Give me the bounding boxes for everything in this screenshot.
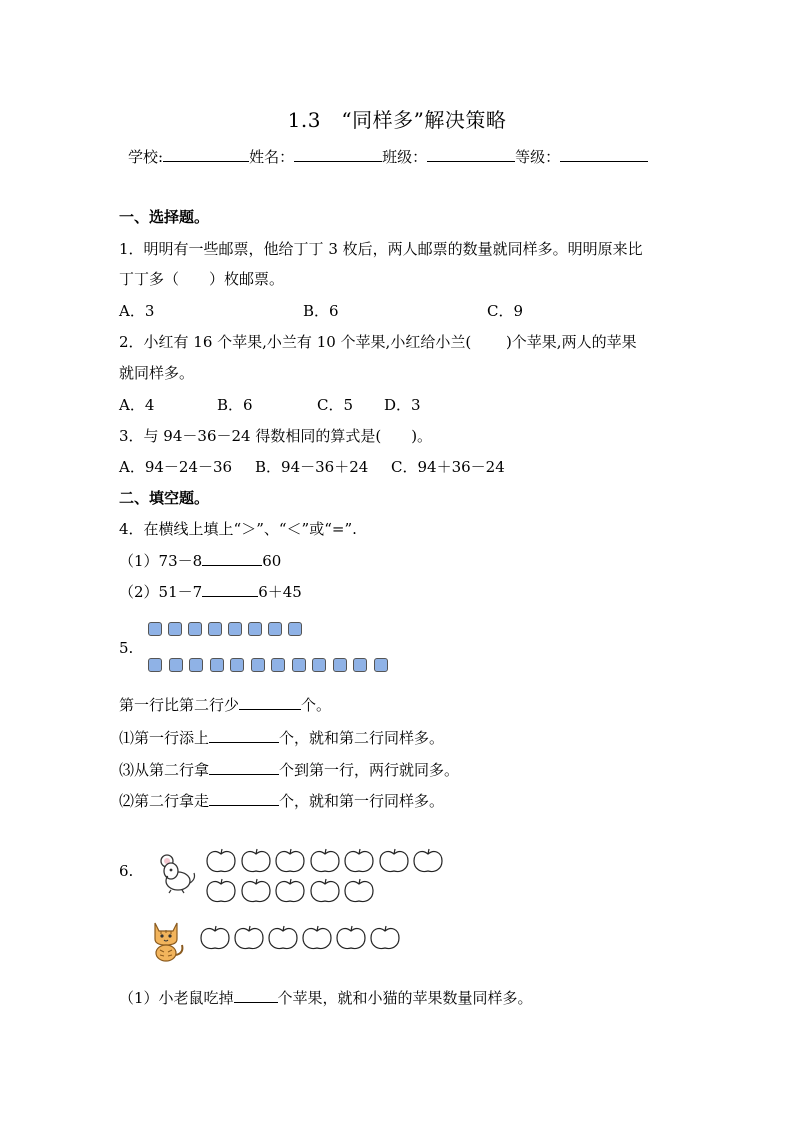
apple-icon bbox=[240, 878, 272, 904]
grade-blank[interactable] bbox=[560, 147, 648, 162]
apple-icon bbox=[274, 878, 306, 904]
q2-option-c[interactable]: C．5 bbox=[317, 396, 354, 414]
blue-square bbox=[374, 658, 388, 672]
q5-s3-blank[interactable] bbox=[209, 760, 279, 775]
q2-option-a[interactable]: A．4 bbox=[119, 396, 155, 414]
blue-square bbox=[208, 622, 222, 636]
blue-square bbox=[210, 658, 224, 672]
q4-part2-blank[interactable] bbox=[202, 582, 258, 597]
apple-icon bbox=[343, 848, 375, 874]
grade-label: 等级： bbox=[515, 148, 561, 166]
apple-icon bbox=[369, 925, 401, 951]
q5-s4-tail: 个，就和第一行同样多。 bbox=[279, 792, 445, 810]
q6-sentence1 bbox=[119, 987, 533, 1008]
q5-s2-text: ⑴第一行添上 bbox=[119, 729, 210, 747]
q3-option-c[interactable]: C．94＋36－24 bbox=[391, 458, 505, 476]
school-label: 学校: bbox=[128, 148, 164, 166]
blue-square bbox=[353, 658, 367, 672]
apple-icon bbox=[205, 878, 237, 904]
q4-part1 bbox=[119, 550, 281, 571]
name-blank[interactable] bbox=[294, 147, 382, 162]
q4-part1-value: 60 bbox=[262, 552, 282, 570]
q4-part2 bbox=[119, 581, 302, 602]
apple-icon bbox=[274, 848, 306, 874]
page-title: 1.3 “同样多”解决策略 bbox=[287, 108, 507, 132]
blue-square bbox=[268, 622, 282, 636]
q2-text-line2: 就同样多。 bbox=[119, 364, 195, 382]
blue-square bbox=[230, 658, 244, 672]
blue-square bbox=[148, 622, 162, 636]
section-heading-choice: 一、选择题。 bbox=[119, 208, 210, 226]
q6-s1-blank[interactable] bbox=[234, 988, 278, 1003]
q1-option-b[interactable]: B．6 bbox=[303, 302, 339, 320]
q5-sentence3 bbox=[119, 759, 459, 780]
q4-part1-expr: （1）73－8 bbox=[119, 552, 203, 570]
blue-square bbox=[288, 622, 302, 636]
blue-square bbox=[333, 658, 347, 672]
class-label: 班级： bbox=[382, 148, 428, 166]
apple-icon bbox=[412, 848, 444, 874]
apple-icon bbox=[309, 878, 341, 904]
q2-option-d[interactable]: D．3 bbox=[384, 396, 421, 414]
q6-s1-text: （1）小老鼠吃掉 bbox=[119, 989, 234, 1007]
q4-text-line1: 4．在横线上填上“＞”、“＜”或“=”. bbox=[119, 520, 357, 538]
q5-sentence2 bbox=[119, 727, 444, 748]
q6-number: 6. bbox=[119, 862, 134, 880]
section-heading-fill: 二、填空题。 bbox=[119, 489, 210, 507]
q1-option-a[interactable]: A．3 bbox=[119, 302, 155, 320]
apple-icon bbox=[335, 925, 367, 951]
school-blank[interactable] bbox=[163, 147, 249, 162]
blue-square bbox=[292, 658, 306, 672]
blue-square bbox=[271, 658, 285, 672]
q4-part2-value: 6＋45 bbox=[258, 583, 302, 601]
q5-sentence1 bbox=[119, 694, 331, 715]
q3-option-b[interactable]: B．94－36＋24 bbox=[255, 458, 369, 476]
q5-number: 5. bbox=[119, 639, 134, 657]
q5-s4-blank[interactable] bbox=[209, 791, 279, 806]
q2-option-b[interactable]: B．6 bbox=[217, 396, 253, 414]
q3-text-line1: 3．与 94－36－24 得数相同的算式是( )。 bbox=[119, 427, 433, 445]
q2-text-line1: 2．小红有 16 个苹果,小兰有 10 个苹果,小红给小兰( )个苹果,两人的苹果 bbox=[119, 333, 637, 351]
blue-square bbox=[251, 658, 265, 672]
name-label: 姓名： bbox=[249, 148, 295, 166]
apple-icon bbox=[267, 925, 299, 951]
q5-s3-tail: 个到第一行，两行就同多。 bbox=[279, 761, 460, 779]
blue-square bbox=[188, 622, 202, 636]
q4-part2-expr: （2）51－7 bbox=[119, 583, 203, 601]
apple-icon bbox=[309, 848, 341, 874]
q5-s1-blank[interactable] bbox=[239, 695, 301, 710]
mouse-icon bbox=[156, 853, 198, 895]
q1-text-line1: 1．明明有一些邮票，他给丁丁 3 枚后，两人邮票的数量就同样多。明明原来比 bbox=[119, 240, 643, 258]
q5-s2-tail: 个，就和第二行同样多。 bbox=[279, 729, 445, 747]
class-blank[interactable] bbox=[427, 147, 515, 162]
apple-icon bbox=[240, 848, 272, 874]
q5-s2-blank[interactable] bbox=[209, 728, 279, 743]
q3-option-a[interactable]: A．94－24－36 bbox=[119, 458, 233, 476]
cat-icon bbox=[147, 917, 187, 963]
apple-icon bbox=[301, 925, 333, 951]
q1-option-c[interactable]: C．9 bbox=[487, 302, 524, 320]
q5-s1-text: 第一行比第二行少 bbox=[119, 696, 240, 714]
blue-square bbox=[228, 622, 242, 636]
blue-square bbox=[248, 622, 262, 636]
apple-icon bbox=[205, 848, 237, 874]
student-info-line bbox=[128, 146, 648, 167]
q1-text-line2: 丁丁多（ ）枚邮票。 bbox=[119, 270, 285, 288]
q5-s1-tail: 个。 bbox=[301, 696, 332, 714]
q5-sentence4 bbox=[119, 790, 444, 811]
q5-s4-text: ⑵第二行拿走 bbox=[119, 792, 210, 810]
blue-square bbox=[189, 658, 203, 672]
apple-icon bbox=[378, 848, 410, 874]
blue-square bbox=[168, 622, 182, 636]
blue-square bbox=[169, 658, 183, 672]
blue-square bbox=[312, 658, 326, 672]
q6-s1-tail: 个苹果，就和小猫的苹果数量同样多。 bbox=[277, 989, 533, 1007]
blue-square bbox=[148, 658, 162, 672]
apple-icon bbox=[199, 925, 231, 951]
q4-part1-blank[interactable] bbox=[202, 551, 262, 566]
apple-icon bbox=[233, 925, 265, 951]
apple-icon bbox=[343, 878, 375, 904]
q5-s3-text: ⑶从第二行拿 bbox=[119, 761, 210, 779]
